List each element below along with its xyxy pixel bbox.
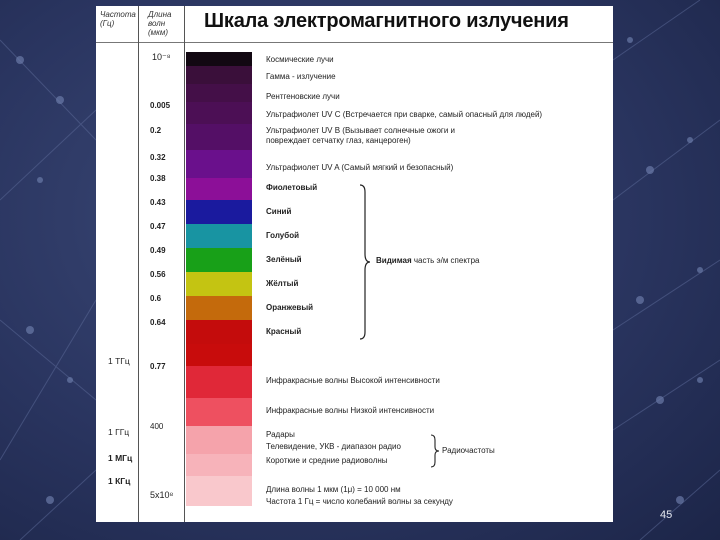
band-label-tv-vhf: Телевидение, УКВ - диапазон радио bbox=[266, 442, 401, 451]
band-ir-high bbox=[186, 366, 252, 398]
visible-spectrum-brace bbox=[358, 184, 372, 340]
band-green bbox=[186, 248, 252, 272]
band-ir-low bbox=[186, 398, 252, 426]
wavelength-label: 0.005 bbox=[150, 101, 171, 110]
slide-title: Шкала электромагнитного излучения bbox=[204, 10, 569, 32]
radio-frequencies-note: Радиочастоты bbox=[442, 446, 495, 455]
band-label-yellow: Жёлтый bbox=[266, 279, 299, 288]
band-deep-red bbox=[186, 344, 252, 366]
frequency-label: 1 МГц bbox=[108, 453, 133, 463]
band-yellow bbox=[186, 272, 252, 296]
band-orange bbox=[186, 296, 252, 320]
band-label-uvb: Ультрафиолет UV B (Вызывает солнечные ожоги и повреждает сетчатку глаз, канцероген) bbox=[266, 126, 456, 145]
band-label-radar: Радары bbox=[266, 430, 295, 439]
band-label-orange: Оранжевый bbox=[266, 303, 314, 312]
band-label-uva: Ультрафиолет UV A (Самый мягкий и безопасный) bbox=[266, 163, 454, 172]
band-uva bbox=[186, 150, 252, 178]
wavelength-label: 0.2 bbox=[150, 126, 162, 135]
header-rule bbox=[96, 42, 613, 43]
band-label-xray: Рентгеновские лучи bbox=[266, 92, 340, 101]
wavelength-label: 0.47 bbox=[150, 222, 166, 231]
band-label-cosmic: Космические лучи bbox=[266, 55, 334, 64]
frequency-label: 1 ГГц bbox=[108, 427, 130, 437]
band-short-medium-radio bbox=[186, 454, 252, 476]
band-long-radio bbox=[186, 476, 252, 506]
band-label-violet: Фиолетовый bbox=[266, 183, 318, 192]
frequency-label: 1 КГц bbox=[108, 476, 131, 486]
band-label-gamma: Гамма - излучение bbox=[266, 72, 336, 81]
band-label-green: Зелёный bbox=[266, 255, 302, 264]
band-uvb bbox=[186, 124, 252, 150]
band-label-ir-high: Инфракрасные волны Высокой интенсивности bbox=[266, 376, 440, 385]
visible-spectrum-note: Видимая часть э/м спектра bbox=[376, 256, 480, 265]
band-xray bbox=[186, 84, 252, 102]
wavelength-label: 0.38 bbox=[150, 174, 166, 183]
slide-panel bbox=[96, 6, 613, 522]
band-radar bbox=[186, 426, 252, 450]
wavelength-label: 0.6 bbox=[150, 294, 162, 303]
footer-wavelength-note: Длина волны 1 мкм (1μ) = 10 000 нм bbox=[266, 485, 401, 494]
band-blue bbox=[186, 200, 252, 224]
band-label-cyan: Голубой bbox=[266, 231, 299, 240]
frequency-column-divider bbox=[138, 6, 139, 522]
band-red bbox=[186, 320, 252, 344]
band-label-red: Красный bbox=[266, 327, 302, 336]
band-label-blue: Синий bbox=[266, 207, 292, 216]
wavelength-label: 0.77 bbox=[150, 362, 166, 371]
band-gamma bbox=[186, 66, 252, 84]
band-cosmic-rays bbox=[186, 52, 252, 66]
band-label-ir-low: Инфракрасные волны Низкой интенсивности bbox=[266, 406, 435, 415]
wavelength-column-divider bbox=[184, 6, 185, 522]
wavelength-label: 0.64 bbox=[150, 318, 166, 327]
wavelength-label: 0.56 bbox=[150, 270, 166, 279]
band-label-short-medium-radio: Короткие и средние радиоволны bbox=[266, 456, 388, 465]
frequency-column-header: Частота (Гц) bbox=[100, 10, 136, 28]
page-number: 45 bbox=[660, 509, 673, 521]
wavelength-label: 0.49 bbox=[150, 246, 166, 255]
footer-frequency-note: Частота 1 Гц = число колебаний волны за секунду bbox=[266, 497, 453, 506]
wavelength-label: 0.43 bbox=[150, 198, 166, 207]
wavelength-column-header: Длина волн (мкм) bbox=[148, 10, 172, 37]
radio-frequencies-brace bbox=[430, 434, 440, 468]
band-label-uvc: Ультрафиолет UV C (Встречается при сварке, самый опасный для людей) bbox=[266, 110, 543, 119]
band-cyan bbox=[186, 224, 252, 248]
band-violet bbox=[186, 178, 252, 200]
frequency-label: 1 ТГц bbox=[108, 356, 130, 366]
wavelength-label: 5x10⁸ bbox=[150, 490, 174, 500]
band-uvc bbox=[186, 102, 252, 124]
wavelength-label: 0.32 bbox=[150, 153, 166, 162]
wavelength-label: 400 bbox=[150, 422, 164, 431]
wavelength-label: 10⁻⁸ bbox=[152, 52, 171, 62]
